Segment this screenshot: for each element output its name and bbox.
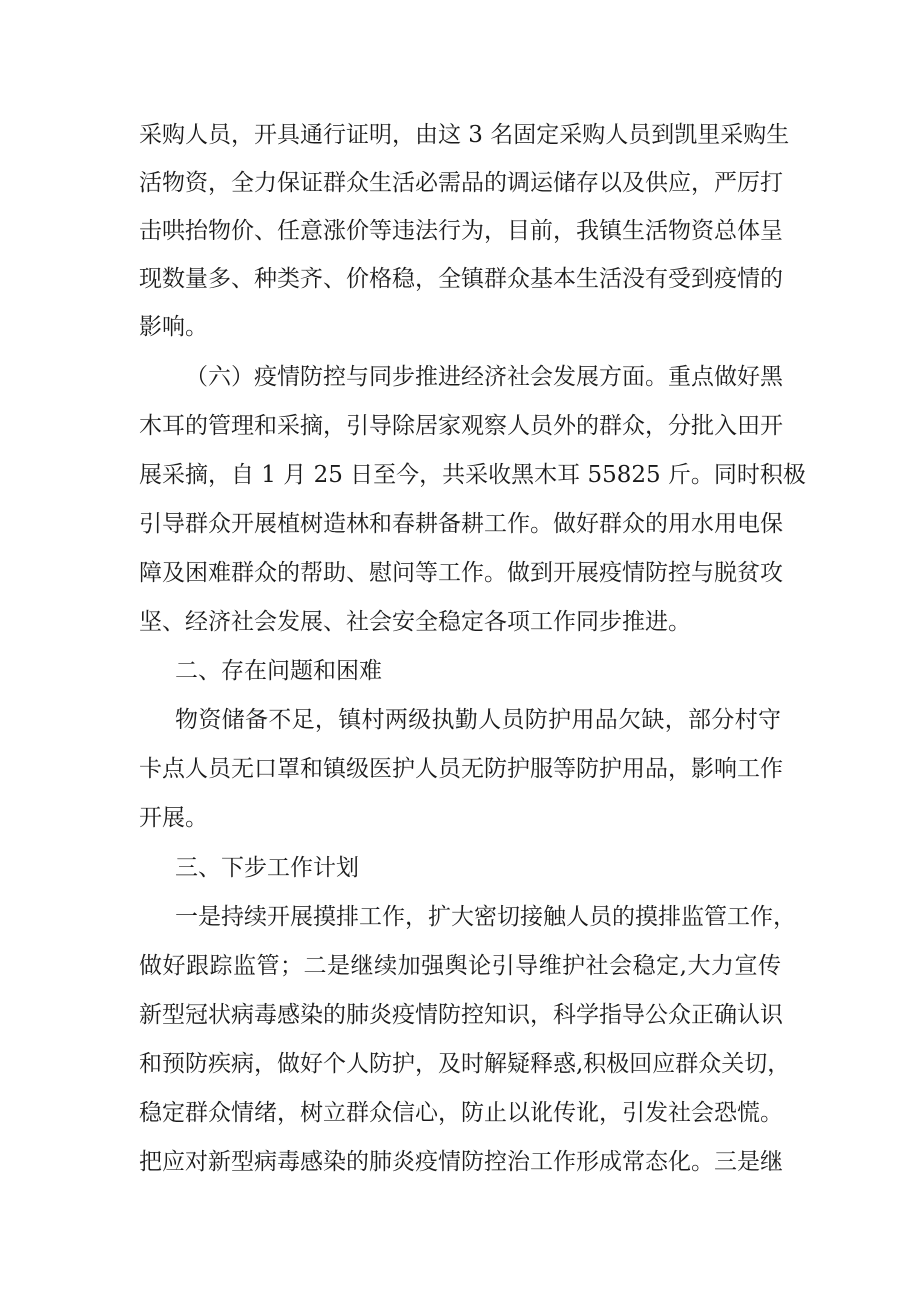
- text-line: 做好跟踪监管；二是继续加强舆论引导维护社会稳定,大力宣传: [139, 953, 781, 979]
- text-line: 障及困难群众的帮助、慰问等工作。做到开展疫情防控与脱贫攻: [139, 560, 783, 586]
- text-line: 现数量多、种类齐、价格稳，全镇群众基本生活没有受到疫情的: [139, 266, 783, 292]
- text-line: 活物资，全力保证群众生活必需品的调运储存以及供应，严厉打: [139, 170, 783, 196]
- text-line: 一是持续开展摸排工作，扩大密切接触人员的摸排监管工作，: [175, 904, 796, 930]
- text-line: 把应对新型病毒感染的肺炎疫情防控治工作形成常态化。三是继: [139, 1149, 783, 1175]
- text-line: 卡点人员无口罩和镇级医护人员无防护服等防护用品，影响工作: [139, 756, 783, 782]
- text-line: 击哄抬物价、任意涨价等违法行为，目前，我镇生活物资总体呈: [139, 218, 783, 244]
- text-line: 引导群众开展植树造林和春耕备耕工作。做好群众的用水用电保: [139, 511, 783, 537]
- text-line: 稳定群众情绪，树立群众信心，防止以讹传讹，引发社会恐慌。: [139, 1100, 783, 1126]
- section-heading-next-steps: 三、下步工作计划: [175, 855, 359, 881]
- text-line: 新型冠状病毒感染的肺炎疫情防控知识，科学指导公众正确认识: [139, 1002, 783, 1028]
- text-line: 木耳的管理和采摘，引导除居家观察人员外的群众，分批入田开: [139, 413, 783, 439]
- text-line: 影响。: [139, 314, 208, 340]
- text-line: 坚、经济社会发展、社会安全稳定各项工作同步推进。: [139, 609, 691, 635]
- section-heading-problems: 二、存在问题和困难: [175, 658, 382, 684]
- text-line: 和预防疾病，做好个人防护，及时解疑释惑,积极回应群众关切，: [139, 1051, 791, 1077]
- text-line: 开展。: [139, 805, 208, 831]
- text-line: 展采摘，自 1 月 25 日至今，共采收黑木耳 55825 斤。同时积极: [139, 462, 806, 488]
- text-line: 采购人员，开具通行证明，由这 3 名固定采购人员到凯里采购生: [139, 122, 790, 148]
- text-line: 物资储备不足，镇村两级执勤人员防护用品欠缺，部分村守: [175, 707, 781, 733]
- section-six-heading-line: （六）疫情防控与同步推进经济社会发展方面。重点做好黑: [185, 364, 783, 390]
